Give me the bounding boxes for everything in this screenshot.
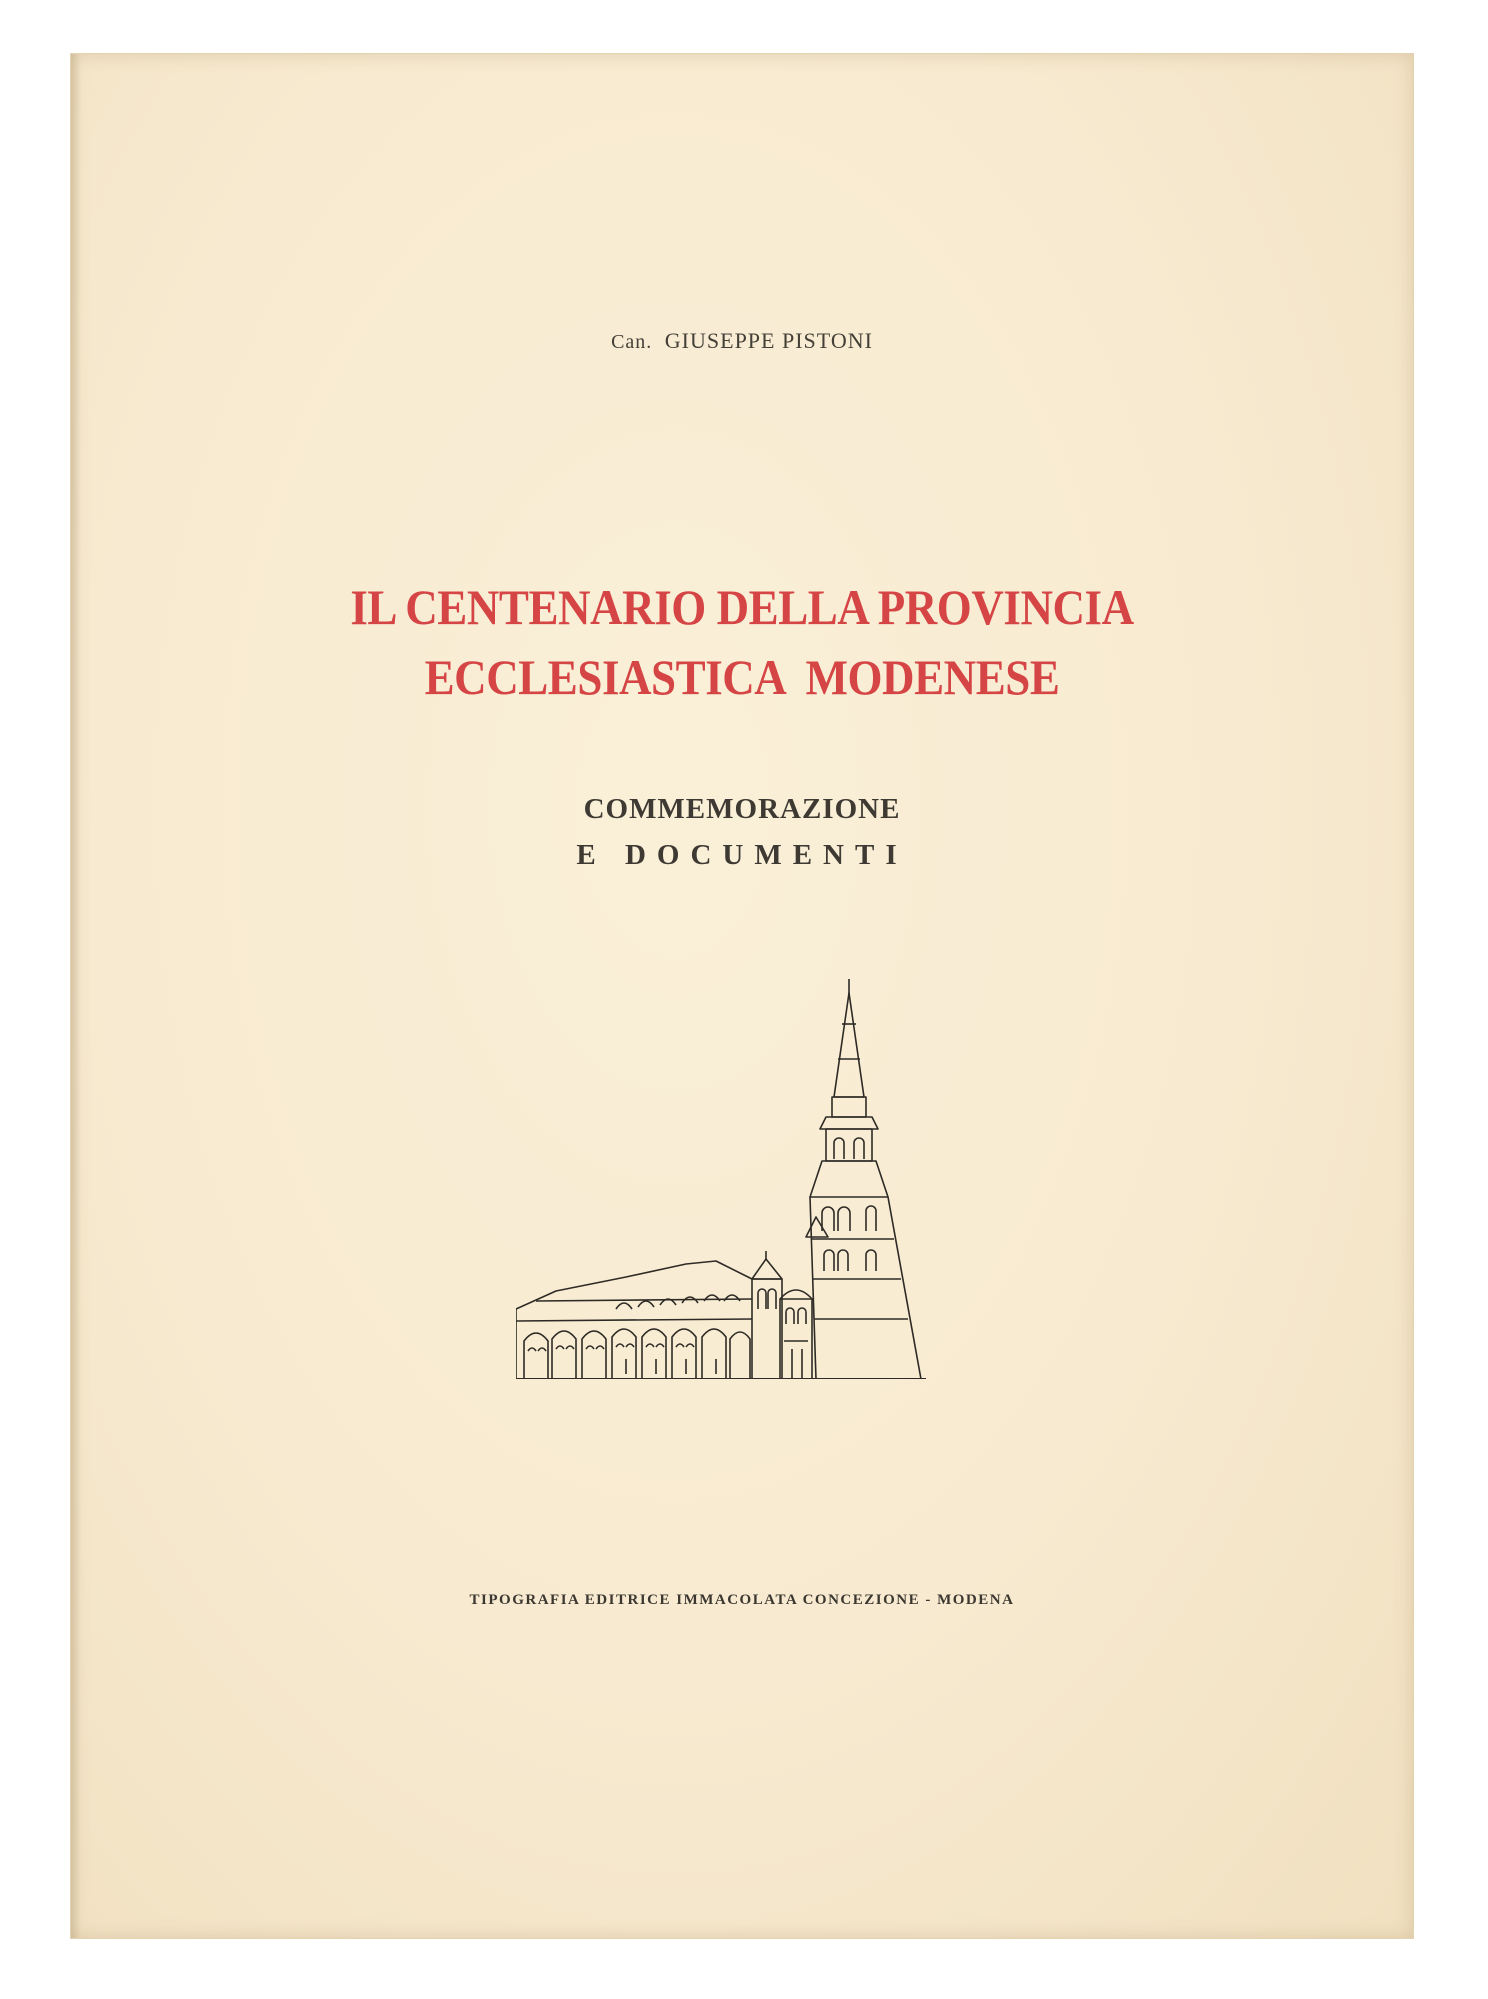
subtitle-line-1: COMMEMORAZIONE bbox=[583, 793, 901, 825]
cathedral-illustration bbox=[516, 979, 936, 1379]
publisher-line: TIPOGRAFIA EDITRICE IMMACOLATA CONCEZIONE - MODENA bbox=[469, 1592, 1015, 1608]
author-prefix: Can. bbox=[611, 331, 653, 353]
title-line-2: ECCLESIASTICA MODENESE bbox=[424, 649, 1060, 705]
book-subtitle bbox=[71, 786, 1413, 878]
author-name: GIUSEPPE PISTONI bbox=[664, 328, 873, 353]
book-cover bbox=[70, 53, 1414, 1939]
author-line bbox=[71, 328, 1413, 354]
title-line-1: IL CENTENARIO DELLA PROVINCIA bbox=[350, 579, 1134, 635]
book-title bbox=[138, 572, 1346, 712]
subtitle-line-2: E DOCUMENTI bbox=[576, 839, 908, 871]
